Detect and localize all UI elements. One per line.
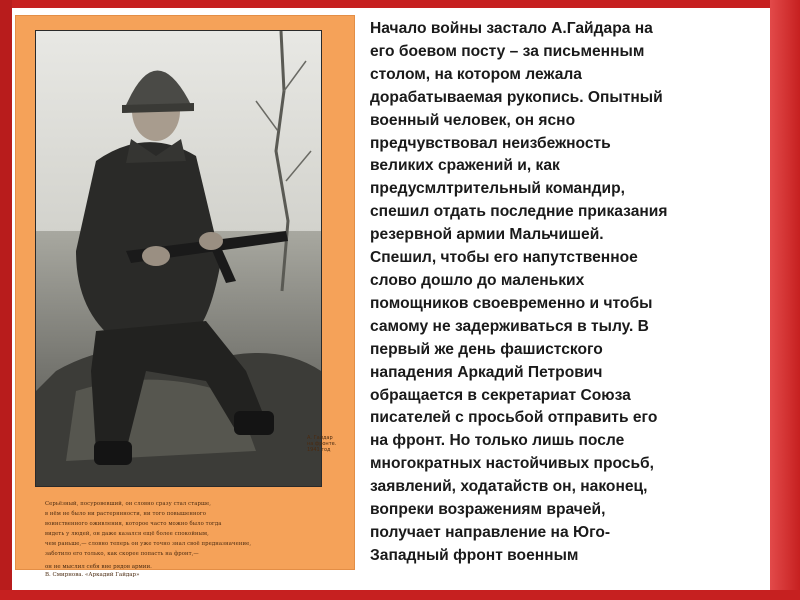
left-red-stripe (0, 0, 12, 600)
body-line: резервной армии Мальчишей. (370, 226, 604, 244)
body-line: вопреки возражениям врачей, (370, 501, 606, 519)
caption-line: на фронте. (307, 441, 337, 447)
body-line: Западный фронт военным (370, 546, 579, 564)
soldier-photo (35, 30, 322, 487)
right-red-stripe (770, 0, 800, 600)
body-line: дорабатываемая рукопись. Опытный (370, 88, 663, 106)
body-line: многократных настойчивых просьб, (370, 455, 655, 473)
quote-source (45, 563, 345, 579)
quote-attribution: В. Смирнова. «Аркадий Гайдар» (45, 572, 140, 578)
body-line: помощников своевременно и чтобы (370, 294, 653, 312)
caption-line: А. Гайдар (307, 435, 333, 441)
quote-line: заботило его только, как скорее попасть на фронт,— (45, 551, 199, 557)
body-line: военный человек, он ясно (370, 111, 576, 129)
body-line: предчувствовал неизбежность (370, 134, 611, 152)
quote-line: воинственного оживления, которое часто можно было тогда (45, 521, 222, 527)
caption-line: 1941 год (307, 447, 331, 453)
bottom-red-stripe (0, 590, 800, 600)
soldier-photo-illustration (36, 31, 321, 486)
body-text (370, 18, 762, 568)
body-line: нападения Аркадий Петрович (370, 363, 603, 381)
body-line: Спешил, чтобы его напутственное (370, 249, 638, 267)
body-line: столом, на котором лежала (370, 65, 582, 83)
body-line: первый же день фашистского (370, 340, 603, 358)
body-line: предусмлтрительный командир, (370, 180, 625, 198)
quote-line: в нём не было ни растерянности, ни того повышенного (45, 511, 207, 517)
body-line: спешил отдать последние приказания (370, 203, 668, 221)
body-line: слово дошло до маленьких (370, 271, 585, 289)
body-line: обращается в секретариат Союза (370, 386, 631, 404)
body-line: великих сражений и, как (370, 157, 560, 175)
body-line: заявлений, ходатайств он, наконец, (370, 478, 648, 496)
body-line: на фронт. Но только лишь после (370, 432, 625, 450)
photo-panel (15, 15, 355, 578)
photo-quote (45, 499, 345, 559)
photo-caption (307, 435, 352, 453)
body-line: получает направление на Юго- (370, 523, 611, 541)
body-line: самому не задерживаться в тылу. В (370, 317, 649, 335)
quote-line: он не мыслил себя вне рядов армии. (45, 564, 152, 570)
quote-line: Серьёзный, посуровевший, он словно сразу стал старше, (45, 501, 212, 507)
top-red-stripe (0, 0, 800, 8)
body-line: Начало войны застало А.Гайдара на (370, 20, 653, 37)
quote-line: чем раньше,— словно теперь он уже точно знал своё предназначение, (45, 541, 252, 547)
body-line: писателей с просьбой отправить его (370, 409, 658, 427)
body-line: его боевом посту – за письменным (370, 42, 645, 60)
quote-line: видеть у людей, он даже казался ещё более спокойным, (45, 531, 209, 537)
